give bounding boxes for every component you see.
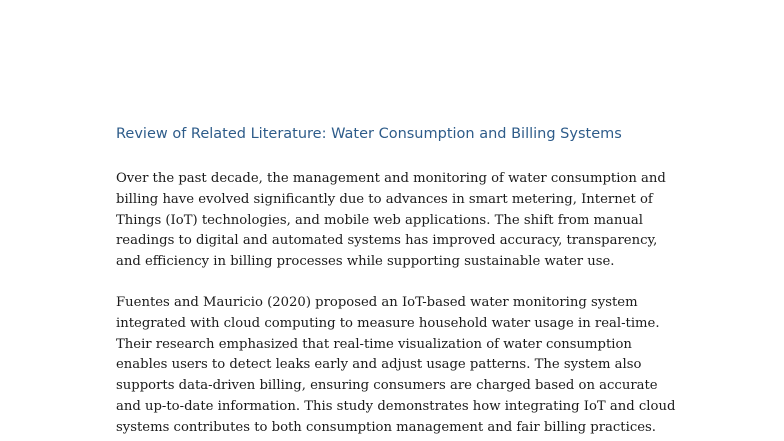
paragraph-line: enables users to detect leaks early and adjust usage patterns. The system also bbox=[116, 357, 642, 373]
paragraph-line: Fuentes and Mauricio (2020) proposed an IoT-based water monitoring system bbox=[116, 295, 638, 310]
paragraph-line: Things (IoT) technologies, and mobile web applications. The shift from manual bbox=[116, 212, 643, 228]
paragraph-line: supports data-driven billing, ensuring consumers are charged based on accurate bbox=[116, 378, 658, 394]
paragraph-line: and efficiency in billing processes while supporting sustainable water use. bbox=[116, 254, 615, 270]
section-heading: Review of Related Literature: Water Consumption and Billing Systems bbox=[116, 126, 622, 142]
paragraph-line: systems contributes to both consumption management and fair billing practices. bbox=[116, 419, 656, 435]
paragraph-line: Over the past decade, the management and monitoring of water consumption and bbox=[116, 171, 666, 186]
paragraph-line: Their research emphasized that real-time visualization of water consumption bbox=[116, 336, 632, 352]
paragraph-fuentes-mauricio bbox=[116, 293, 675, 439]
paragraph-line: integrated with cloud computing to measure household water usage in real-time. bbox=[116, 315, 660, 331]
paragraph-line: billing have evolved significantly due to advances in smart metering, Internet of bbox=[116, 191, 653, 207]
paragraph-intro bbox=[116, 169, 666, 273]
paragraph-line: and up-to-date information. This study demonstrates how integrating IoT and cloud bbox=[116, 398, 676, 414]
paragraph-line: readings to digital and automated systems has improved accuracy, transparency, bbox=[116, 233, 658, 249]
